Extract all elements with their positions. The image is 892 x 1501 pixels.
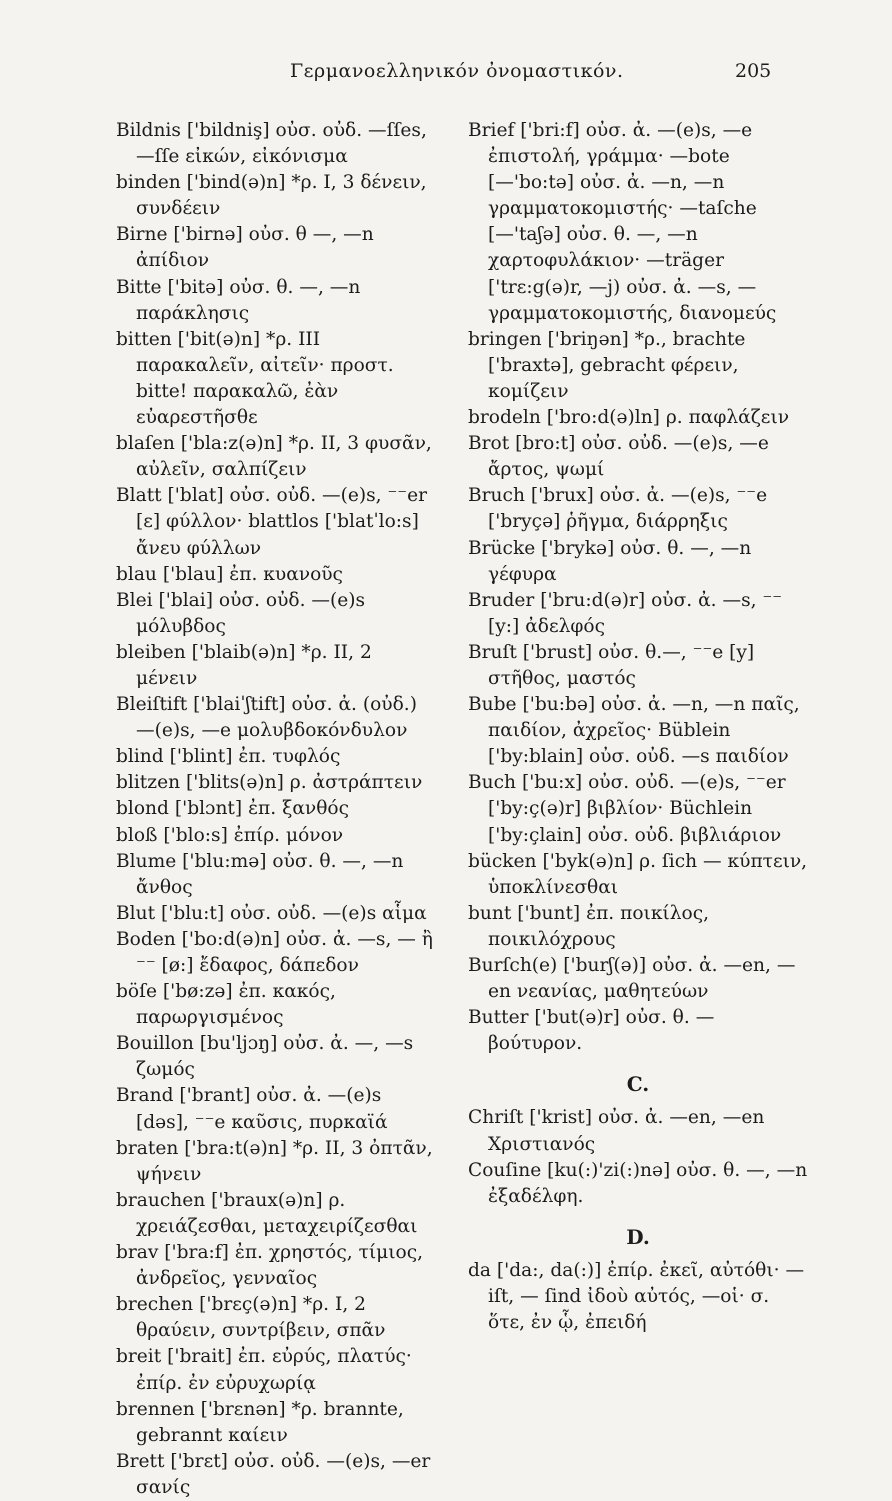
dictionary-entry: brav ['bra:f] ἐπ. χρηστός, τίμιος, ἀνδρεῖος, γενναῖος: [116, 1242, 424, 1290]
dictionary-entry: Brücke ['brykə] οὐσ. θ. —, —n γέφυρα: [468, 537, 752, 585]
running-head: [0, 60, 892, 90]
dictionary-entry: bleiben ['blaib(ə)n] *ρ. II, 2 μένειν: [116, 641, 372, 689]
dictionary-entry: Chriſt ['krist] οὐσ. ἀ. —en, —en Χριστιανός: [468, 1107, 765, 1155]
dictionary-entry: Brand ['brant] οὐσ. ἀ. —(e)s [dəs], ⁻⁻e καῦσις, πυρκαϊά: [116, 1085, 388, 1133]
dictionary-entry: Boden ['bo:d(ə)n] οὐσ. ἀ. —s, — ἢ ⁻⁻ [ø:] ἔδαφος, δάπεδον: [116, 928, 433, 976]
dictionary-entry: Blatt ['blat] οὐσ. οὐδ. —(e)s, ⁻⁻er [ɛ] φύλλον· blattlos ['blatˈlo:s] ἄνευ φύλλων: [116, 485, 428, 559]
section-heading-c: C.: [626, 1072, 650, 1097]
dictionary-entry: Buch ['bu:x] οὐσ. οὐδ. —(e)s, ⁻⁻er ['by:ç(ə)r] βιβλίον· Büchlein ['by:çlain] οὐσ. οὐδ. βιβλιάριον: [468, 772, 786, 846]
dictionary-entry: brodeln ['bro:d(ə)ln] ρ. παφλάζειν: [468, 407, 790, 429]
dictionary-entry: blond ['blɔnt] ἐπ. ξανθός: [116, 798, 349, 820]
dictionary-entry: breit ['brait] ἐπ. εὐρύς, πλατύς· ἐπίρ. ἐν εὐρυχωρίᾳ: [116, 1346, 412, 1394]
section-heading-d: D.: [626, 1224, 650, 1249]
dictionary-entry: böſe ['bø:zə] ἐπ. κακός, παρωργισμένος: [116, 981, 336, 1029]
dictionary-entry: blind ['blint] ἐπ. τυφλός: [116, 746, 341, 768]
page-number: 205: [735, 60, 772, 82]
dictionary-entry: Birne ['birnə] οὐσ. θ —, —n ἀπίδιον: [116, 224, 374, 272]
dictionary-entry: Bildnis ['bildniş] οὐσ. οὐδ. —ſſes, —ſſe εἰκών, εἰκόνισμα: [116, 120, 427, 168]
dictionary-entry: Brot [bro:t] οὐσ. οὐδ. —(e)s, —e ἄρτος, ψωμί: [468, 433, 769, 481]
dictionary-entry: Brett ['brɛt] οὐσ. οὐδ. —(e)s, —er σανίς: [116, 1450, 431, 1498]
dictionary-entry: brennen ['brɛnən] *ρ. brannte, gebrannt καίειν: [116, 1398, 404, 1446]
dictionary-entry: Bruder ['bru:d(ə)r] οὐσ. ἀ. —s, ⁻⁻ [y:] ἀδελφός: [468, 589, 783, 637]
dictionary-entry: brechen ['brɛç(ə)n] *ρ. I, 2 θραύειν, συντρίβειν, σπᾶν: [116, 1294, 386, 1342]
dictionary-entry: Blut ['blu:t] οὐσ. οὐδ. —(e)s αἷμα: [116, 902, 427, 924]
dictionary-entry: bücken ['byk(ə)n] ρ. ſich — κύπτειν, ὑποκλίνεσθαι: [468, 850, 808, 898]
dictionary-entry: Bleiſtift ['blaiˈʃtift] οὐσ. ἀ. (οὐδ.) —(e)s, —e μολυβδοκόνδυλον: [116, 694, 417, 742]
dictionary-entry: blitzen ['blits(ə)n] ρ. ἀστράπτειν: [116, 772, 423, 794]
dictionary-entry: Blume ['blu:mə] οὐσ. θ. —, —n ἄνθος: [116, 850, 404, 898]
dictionary-entry: bunt ['bunt] ἐπ. ποικίλος, ποικιλόχρους: [468, 902, 710, 950]
dictionary-entry: braten ['bra:t(ə)n] *ρ. II, 3 ὀπτᾶν, ψήνειν: [116, 1137, 433, 1185]
dictionary-entry: bitten ['bit(ə)n] *ρ. III παρακαλεῖν, αἰτεῖν· προστ. bitte! παρακαλῶ, ἐὰν εὐαρεστῆσθε: [116, 328, 394, 429]
dictionary-entry: brauchen ['braux(ə)n] ρ. χρειάζεσθαι, μεταχειρίζεσθαι: [116, 1189, 418, 1237]
left-column: [116, 118, 436, 1501]
dictionary-entry: Couſine [ku(:)'zi(:)nə] οὐσ. θ. —, —n ἐξαδέλφη.: [468, 1159, 808, 1207]
dictionary-entry: bloß ['blo:s] ἐπίρ. μόνον: [116, 824, 344, 846]
dictionary-entry: Bube ['bu:bə] οὐσ. ἀ. —n, —n παῖς, παιδίον, ἀχρεῖος· Büblein ['by:blain] οὐσ. οὐδ. —s παιδίον: [468, 694, 800, 768]
dictionary-entry: bringen ['briŋən] *ρ., brachte ['braxtə], gebracht φέρειν, κομίζειν: [468, 328, 746, 402]
dictionary-entry: binden ['bind(ə)n] *ρ. I, 3 δένειν, συνδέειν: [116, 172, 427, 220]
dictionary-entry: Butter ['but(ə)r] οὐσ. θ. — βούτυρον.: [468, 1007, 715, 1055]
dictionary-entry: Bruch ['brux] οὐσ. ἀ. —(e)s, ⁻⁻e ['bryçə] ῥῆγμα, διάρρηξις: [468, 485, 768, 533]
dictionary-entry: Bitte ['bitə] οὐσ. θ. —, —n παράκλησις: [116, 276, 361, 324]
right-column: [468, 118, 808, 1336]
dictionary-entry: Bruſt ['brust] οὐσ. θ.—, ⁻⁻e [y] στῆθος, μαστός: [468, 641, 755, 689]
dictionary-entry: Burſch(e) ['burʃ(ə)] οὐσ. ἀ. —en, —en νεανίας, μαθητεύων: [468, 955, 796, 1003]
dictionary-entry: Blei ['blai] οὐσ. οὐδ. —(e)s μόλυβδος: [116, 589, 366, 637]
dictionary-entry: blaſen ['bla:z(ə)n] *ρ. II, 3 φυσᾶν, αὐλεῖν, σαλπίζειν: [116, 433, 432, 481]
page-title: Γερμανοελληνικόν ὀνομαστικόν.: [290, 60, 624, 82]
dictionary-entry: Brief ['bri:f] οὐσ. ἀ. —(e)s, —e ἐπιστολή, γράμμα· —bote [—'bo:tə] οὐσ. ἀ. —n, —n γραμματοκομιστής· —taſche [—'taʃə] οὐσ. θ. —, —n χαρτοφυλάκιον· —träger ['trɛ:g(ə)r, —j) οὐσ. ἀ. —s, — γραμματοκομιστής, διανομεύς: [468, 120, 777, 324]
dictionary-entry: da ['da:, da(:)] ἐπίρ. ἐκεῖ, αὐτόθι· — iſt, — ſind ἰδοὺ αὐτός, —οἱ· σ. ὅτε, ἐν ᾧ, ἐπειδή: [468, 1259, 805, 1334]
dictionary-entry: Bouillon [bu'ljɔŋ] οὐσ. ἀ. —, —s ζωμός: [116, 1033, 414, 1081]
dictionary-entry: blau ['blau] ἐπ. κυανοῦς: [116, 563, 343, 585]
